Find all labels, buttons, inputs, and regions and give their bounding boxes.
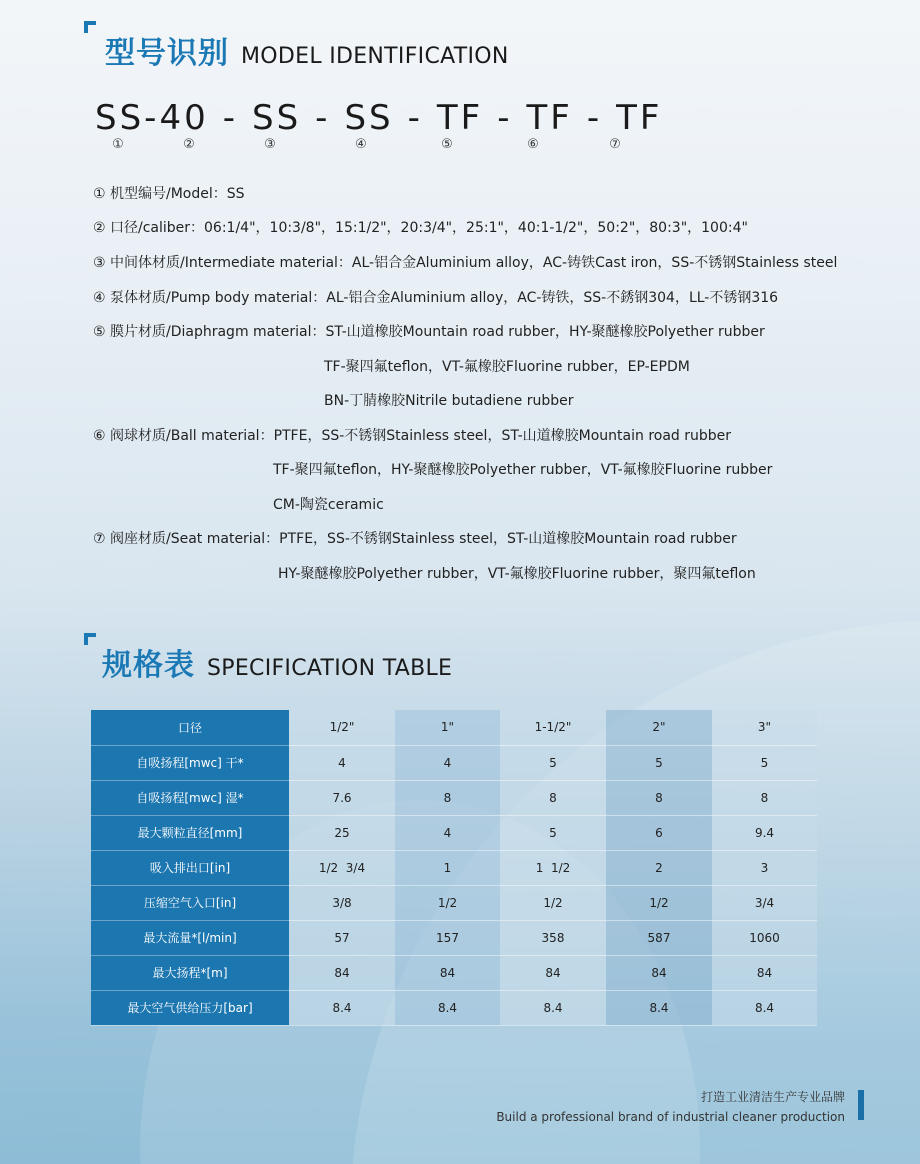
table-cell: 8 bbox=[395, 780, 500, 815]
table-cell: 1060 bbox=[712, 920, 817, 955]
table-cell: 8 bbox=[712, 780, 817, 815]
table-cell: 4 bbox=[289, 745, 395, 780]
table-row bbox=[91, 955, 817, 990]
table-cell: 1 bbox=[395, 850, 500, 885]
code-part: 40 bbox=[159, 98, 209, 138]
code-part: TF bbox=[436, 98, 484, 138]
code-marker: ⑥ bbox=[527, 137, 539, 152]
code-marker: ② bbox=[183, 137, 195, 152]
table-row bbox=[91, 745, 817, 780]
code-marker: ⑤ bbox=[441, 137, 453, 152]
code-marker: ① bbox=[112, 137, 124, 152]
spec-caliber: ② 口径/caliber：06:1/4"，10:3/8"，15:1/2"，20:3/4"，25:1"，40:1-1/2"，50:2"，80:3"，100:4" bbox=[93, 220, 748, 236]
code-marker: ④ bbox=[355, 137, 367, 152]
table-cell: 1 1/2 bbox=[500, 850, 606, 885]
code-marker: ③ bbox=[264, 137, 276, 152]
section-title-en: MODEL IDENTIFICATION bbox=[241, 44, 509, 69]
table-cell: 358 bbox=[500, 920, 606, 955]
table-cell: 5 bbox=[606, 745, 712, 780]
table-cell: 1/2 bbox=[395, 885, 500, 920]
code-sep: - bbox=[144, 98, 160, 138]
spec-seat-cont: HY-聚醚橡胶Polyether rubber，VT-氟橡胶Fluorine rubber，聚四氟teflon bbox=[278, 566, 756, 582]
table-cell: 8.4 bbox=[289, 990, 395, 1025]
model-code bbox=[95, 98, 662, 138]
table-cell: 1/2 bbox=[500, 885, 606, 920]
table-cell: 3/4 bbox=[712, 885, 817, 920]
table-row bbox=[91, 920, 817, 955]
table-row bbox=[91, 850, 817, 885]
spec-ball-cont: TF-聚四氟teflon，HY-聚醚橡胶Polyether rubber，VT-氟橡胶Fluorine rubber bbox=[273, 462, 773, 478]
table-row bbox=[91, 990, 817, 1025]
specification-table bbox=[91, 710, 817, 1026]
spec-model: ① 机型编号/Model：SS bbox=[93, 186, 245, 202]
row-label: 口径 bbox=[91, 710, 289, 745]
table-cell: 84 bbox=[712, 955, 817, 990]
spec-diaphragm: ⑤ 膜片材质/Diaphragm material：ST-山道橡胶Mountain road rubber，HY-聚醚橡胶Polyether rubber bbox=[93, 324, 765, 340]
table-cell: 84 bbox=[500, 955, 606, 990]
row-label: 自吸扬程[mwc] 湿* bbox=[91, 780, 289, 815]
table-cell: 587 bbox=[606, 920, 712, 955]
row-label: 吸入排出口[in] bbox=[91, 850, 289, 885]
table-row bbox=[91, 710, 817, 745]
section-title-cn: 规格表 bbox=[102, 648, 195, 683]
table-cell: 84 bbox=[395, 955, 500, 990]
table-cell: 1/2 bbox=[606, 885, 712, 920]
table-cell: 57 bbox=[289, 920, 395, 955]
table-cell: 157 bbox=[395, 920, 500, 955]
table-cell: 3/8 bbox=[289, 885, 395, 920]
code-part: SS bbox=[95, 98, 145, 138]
footer-slogan bbox=[496, 1087, 845, 1127]
spec-ball-cont: CM-陶瓷ceramic bbox=[273, 497, 384, 513]
code-marker: ⑦ bbox=[609, 137, 621, 152]
table-cell: 1" bbox=[395, 710, 500, 745]
table-cell: 8.4 bbox=[606, 990, 712, 1025]
table-cell: 5 bbox=[712, 745, 817, 780]
table-cell: 4 bbox=[395, 815, 500, 850]
table-cell: 8 bbox=[606, 780, 712, 815]
section-title-cn: 型号识别 bbox=[105, 36, 229, 71]
table-cell: 5 bbox=[500, 745, 606, 780]
model-identification-heading bbox=[105, 28, 509, 72]
table-cell: 8.4 bbox=[712, 990, 817, 1025]
slogan-cn: 打造工业清洁生产专业品牌 bbox=[700, 1090, 845, 1104]
specification-table-heading bbox=[102, 640, 452, 684]
code-part: SS bbox=[252, 98, 302, 138]
table-cell: 3" bbox=[712, 710, 817, 745]
code-part: TF bbox=[526, 98, 573, 138]
code-markers bbox=[0, 137, 920, 157]
row-label: 最大颗粒直径[mm] bbox=[91, 815, 289, 850]
spec-intermediate: ③ 中间体材质/Intermediate material：AL-铝合金Aluminium alloy，AC-铸铁Cast iron，SS-不锈钢Stainless steel bbox=[93, 255, 838, 271]
row-label: 最大空气供给压力[bar] bbox=[91, 990, 289, 1025]
table-cell: 1/2 3/4 bbox=[289, 850, 395, 885]
table-row bbox=[91, 815, 817, 850]
table-cell: 8 bbox=[500, 780, 606, 815]
row-label: 最大扬程*[m] bbox=[91, 955, 289, 990]
footer-accent-bar bbox=[858, 1090, 864, 1120]
corner-bracket-icon bbox=[84, 21, 96, 33]
spec-diaphragm-cont: BN-丁腈橡胶Nitrile butadiene rubber bbox=[324, 393, 574, 409]
table-cell: 9.4 bbox=[712, 815, 817, 850]
code-sep: - bbox=[407, 98, 423, 138]
corner-bracket-icon bbox=[84, 633, 96, 645]
table-row bbox=[91, 885, 817, 920]
table-cell: 3 bbox=[712, 850, 817, 885]
table-cell: 7.6 bbox=[289, 780, 395, 815]
table-cell: 2" bbox=[606, 710, 712, 745]
table-cell: 8.4 bbox=[395, 990, 500, 1025]
code-sep: - bbox=[315, 98, 331, 138]
table-cell: 25 bbox=[289, 815, 395, 850]
code-part: TF bbox=[616, 98, 663, 138]
table-cell: 4 bbox=[395, 745, 500, 780]
code-sep: - bbox=[222, 98, 238, 138]
code-sep: - bbox=[497, 98, 513, 138]
table-cell: 2 bbox=[606, 850, 712, 885]
row-label: 最大流量*[l/min] bbox=[91, 920, 289, 955]
code-part: SS bbox=[344, 98, 394, 138]
row-label: 自吸扬程[mwc] 干* bbox=[91, 745, 289, 780]
section-title-en: SPECIFICATION TABLE bbox=[207, 656, 453, 681]
table-cell: 5 bbox=[500, 815, 606, 850]
spec-pump-body: ④ 泵体材质/Pump body material：AL-铝合金Aluminium alloy，AC-铸铁，SS-不銹钢304，LL-不锈钢316 bbox=[93, 290, 779, 306]
table-cell: 84 bbox=[606, 955, 712, 990]
table-cell: 84 bbox=[289, 955, 395, 990]
row-label: 压缩空气入口[in] bbox=[91, 885, 289, 920]
slogan-en: Build a professional brand of industrial cleaner production bbox=[496, 1110, 845, 1124]
spec-ball: ⑥ 阀球材质/Ball material：PTFE，SS-不锈钢Stainless steel，ST-山道橡胶Mountain road rubber bbox=[93, 428, 732, 444]
code-sep: - bbox=[586, 98, 603, 138]
spec-diaphragm-cont: TF-聚四氟teflon，VT-氟橡胶Fluorine rubber，EP-EPDM bbox=[324, 359, 690, 375]
table-cell: 6 bbox=[606, 815, 712, 850]
spec-seat: ⑦ 阀座材质/Seat material：PTFE，SS-不锈钢Stainless steel，ST-山道橡胶Mountain road rubber bbox=[93, 531, 737, 547]
table-cell: 8.4 bbox=[500, 990, 606, 1025]
table-cell: 1/2" bbox=[289, 710, 395, 745]
table-cell: 1-1/2" bbox=[500, 710, 606, 745]
table-row bbox=[91, 780, 817, 815]
